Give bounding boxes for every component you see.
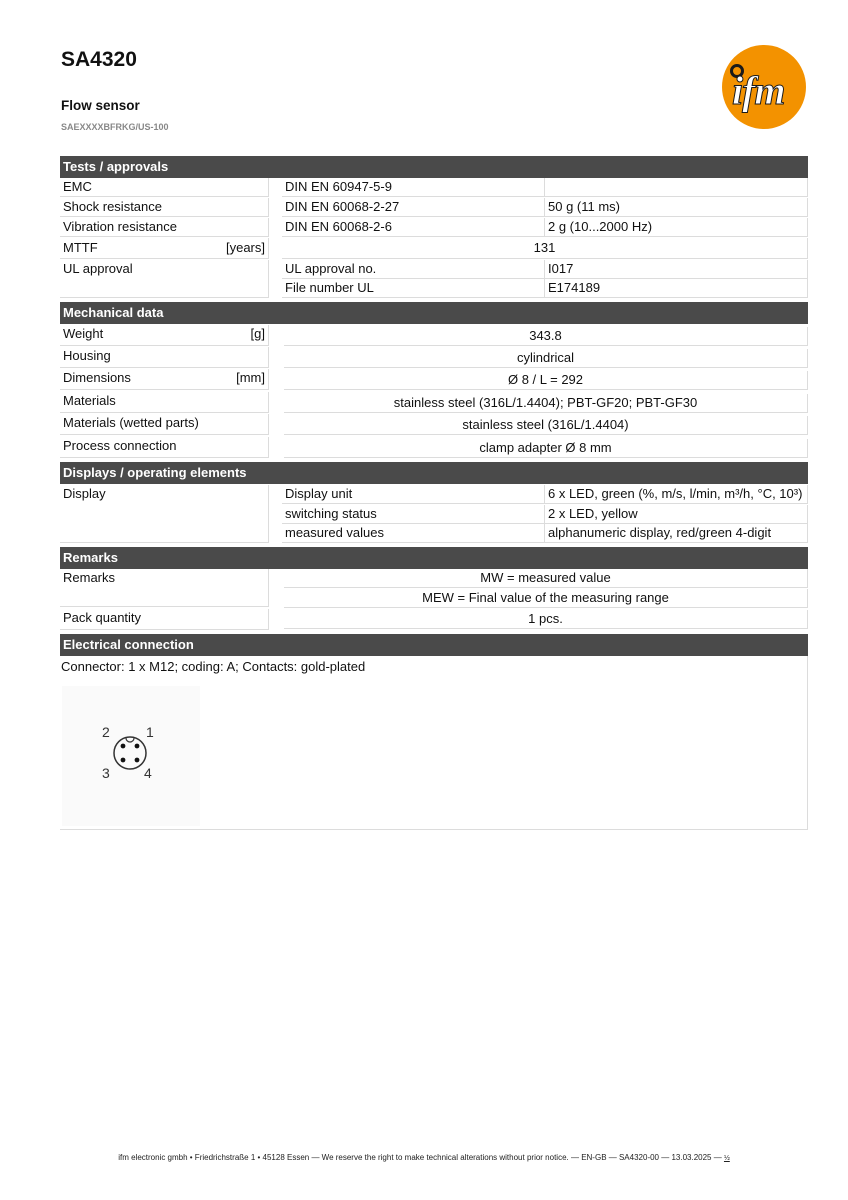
emc-label: EMC — [60, 178, 269, 197]
remarks-mew: MEW = Final value of the measuring range — [284, 589, 808, 608]
switching-status-value: 2 x LED, yellow — [544, 505, 808, 524]
product-title: SA4320 — [61, 48, 137, 71]
mttf-unit: [years] — [225, 240, 265, 255]
pack-quantity-label: Pack quantity — [60, 609, 269, 630]
housing-label: Housing — [60, 347, 269, 368]
dimensions-value: Ø 8 / L = 292 — [284, 371, 808, 390]
shock-value: DIN EN 60068-2-27 — [282, 198, 544, 217]
shock-value2: 50 g (11 ms) — [544, 198, 808, 217]
display-label: Display — [60, 485, 269, 543]
wetted-materials-value: stainless steel (316L/1.4404) — [284, 416, 808, 435]
pin-label-1: 1 — [146, 724, 154, 740]
ul-file-value: E174189 — [544, 279, 808, 298]
remarks-mw: MW = measured value — [284, 569, 808, 588]
m12-connector-icon — [62, 686, 200, 826]
mttf-value: 131 — [282, 238, 808, 259]
dimensions-unit: [mm] — [236, 370, 265, 385]
page-footer — [0, 1153, 848, 1162]
shock-label: Shock resistance — [60, 198, 269, 217]
mttf-label-cell — [60, 238, 269, 259]
ul-no-label: UL approval no. — [282, 260, 544, 279]
emc-value: DIN EN 60947-5-9 — [282, 178, 544, 197]
connector-description: Connector: 1 x M12; coding: A; Contacts: gold-plated — [61, 659, 366, 674]
remarks-label: Remarks — [60, 569, 269, 607]
weight-label-cell — [60, 325, 269, 346]
section-header-tests: Tests / approvals — [60, 156, 808, 178]
materials-label: Materials — [60, 392, 269, 413]
ul-no-value: I017 — [544, 260, 808, 279]
process-connection-value: clamp adapter Ø 8 mm — [284, 439, 808, 458]
dimensions-label: Dimensions — [63, 370, 131, 385]
section-header-displays: Displays / operating elements — [60, 462, 808, 484]
display-unit-value: 6 x LED, green (%, m/s, l/min, m³/h, °C, 10³) — [544, 485, 808, 504]
housing-value: cylindrical — [284, 349, 808, 368]
pack-quantity-value: 1 pcs. — [284, 610, 808, 629]
product-subtitle: Flow sensor — [61, 98, 140, 113]
ul-approval-label: UL approval — [60, 260, 269, 298]
pin-label-3: 3 — [102, 765, 110, 781]
weight-label: Weight — [63, 326, 104, 341]
mttf-label: MTTF — [63, 240, 98, 255]
measured-values-label: measured values — [282, 524, 544, 543]
ul-file-label: File number UL — [282, 279, 544, 298]
dimensions-label-cell — [60, 369, 269, 390]
footer-text: ifm electronic gmbh • Friedrichstraße 1 • 45128 Essen — We reserve the right to make technical alterations without prior notice. — EN-GB — SA4320-00 — 13.03.2025 — — [118, 1153, 722, 1162]
display-unit-label: Display unit — [282, 485, 544, 504]
weight-value: 343.8 — [284, 327, 808, 346]
product-code: SAEXXXXBFRKG/US-100 — [61, 122, 169, 132]
page-number-icon: ½ — [723, 1155, 730, 1162]
measured-values-value: alphanumeric display, red/green 4-digit — [544, 524, 808, 543]
section-header-electrical: Electrical connection — [60, 634, 808, 656]
switching-status-label: switching status — [282, 505, 544, 524]
pin-label-4: 4 — [144, 765, 152, 781]
vibration-label: Vibration resistance — [60, 218, 269, 237]
process-connection-label: Process connection — [60, 437, 269, 458]
ifm-logo — [722, 45, 806, 129]
section-header-remarks: Remarks — [60, 547, 808, 569]
section-header-mechanical: Mechanical data — [60, 302, 808, 324]
vibration-value: DIN EN 60068-2-6 — [282, 218, 544, 237]
weight-unit: [g] — [250, 326, 265, 341]
emc-value2 — [544, 178, 808, 197]
wetted-materials-label: Materials (wetted parts) — [60, 414, 269, 435]
logo-text: ifm — [732, 68, 785, 113]
pin-label-2: 2 — [102, 724, 110, 740]
vibration-value2: 2 g (10...2000 Hz) — [544, 218, 808, 237]
pin-diagram — [62, 686, 200, 826]
materials-value: stainless steel (316L/1.4404); PBT-GF20; PBT-GF30 — [284, 394, 808, 413]
